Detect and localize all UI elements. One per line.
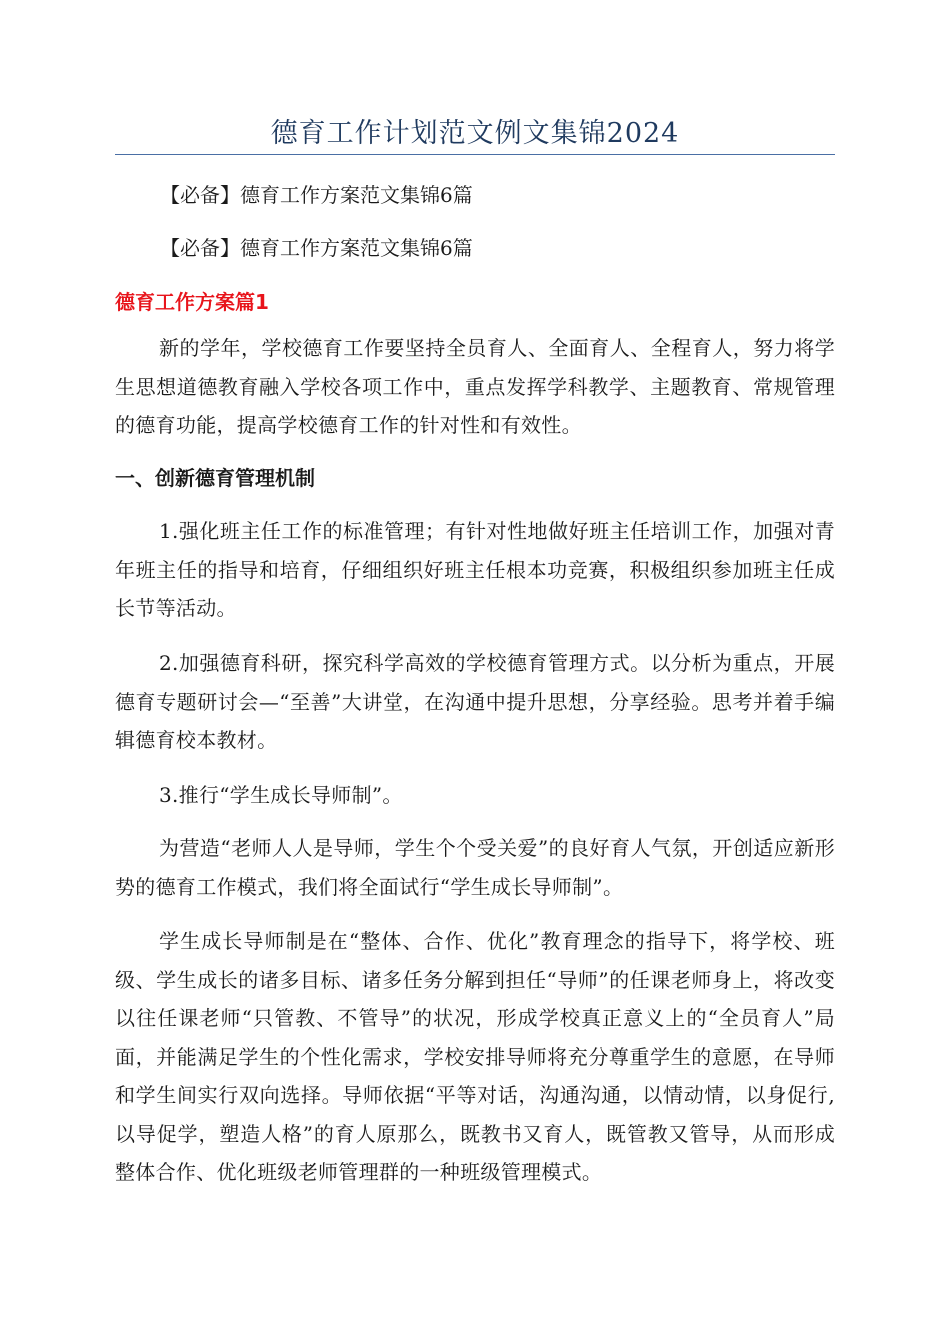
subtitle-line-2: 【必备】德育工作方案范文集锦6篇: [160, 236, 473, 260]
section-heading: 德育工作方案篇1: [115, 290, 269, 314]
mentor-paragraph-2: 学生成长导师制是在“整体、合作、优化”教育理念的指导下，将学校、班级、学生成长的诸多目标、诸多任务分解到担任“导师”的任课老师身上，将改变以往任课老师“只管教、不管导”的状况，形成学校真正意义上的“全员育人”局面，并能满足学生的个性化需求，学校安排导师将充分尊重学生的意愿，在导师和学生间实行双向选择。导师依据“平等对话，沟通沟通，以情动情，以身促行,以导促学，塑造人格”的育人原那么，既教书又育人，既管教又管导，从而形成整体合作、优化班级老师管理群的一种班级管理模式。: [115, 929, 835, 1184]
item-3-paragraph: 3.推行“学生成长导师制”。: [159, 783, 403, 807]
title-underline: [115, 154, 835, 155]
heading-innovation: 一、创新德育管理机制: [115, 466, 315, 490]
item-2-paragraph: 2.加强德育科研，探究科学高效的学校德育管理方式。以分析为重点，开展德育专题研讨会—“至善”大讲堂，在沟通中提升思想，分享经验。思考并着手编辑德育校本教材。: [115, 651, 835, 752]
intro-paragraph: 新的学年，学校德育工作要坚持全员育人、全面育人、全程育人，努力将学生思想道德教育融入学校各项工作中，重点发挥学科教学、主题教育、常规管理的德育功能，提高学校德育工作的针对性和有效性。: [115, 336, 835, 437]
mentor-paragraph-1: 为营造“老师人人是导师，学生个个受关爱”的良好育人气氛，开创适应新形势的德育工作模式，我们将全面试行“学生成长导师制”。: [115, 836, 835, 899]
item-1-paragraph: 1.强化班主任工作的标准管理；有针对性地做好班主任培训工作，加强对青年班主任的指导和培育，仔细组织好班主任根本功竞赛，积极组织参加班主任成长节等活动。: [115, 519, 835, 620]
document-title: 德育工作计划范文例文集锦2024: [270, 118, 680, 149]
subtitle-line-1: 【必备】德育工作方案范文集锦6篇: [160, 183, 473, 207]
